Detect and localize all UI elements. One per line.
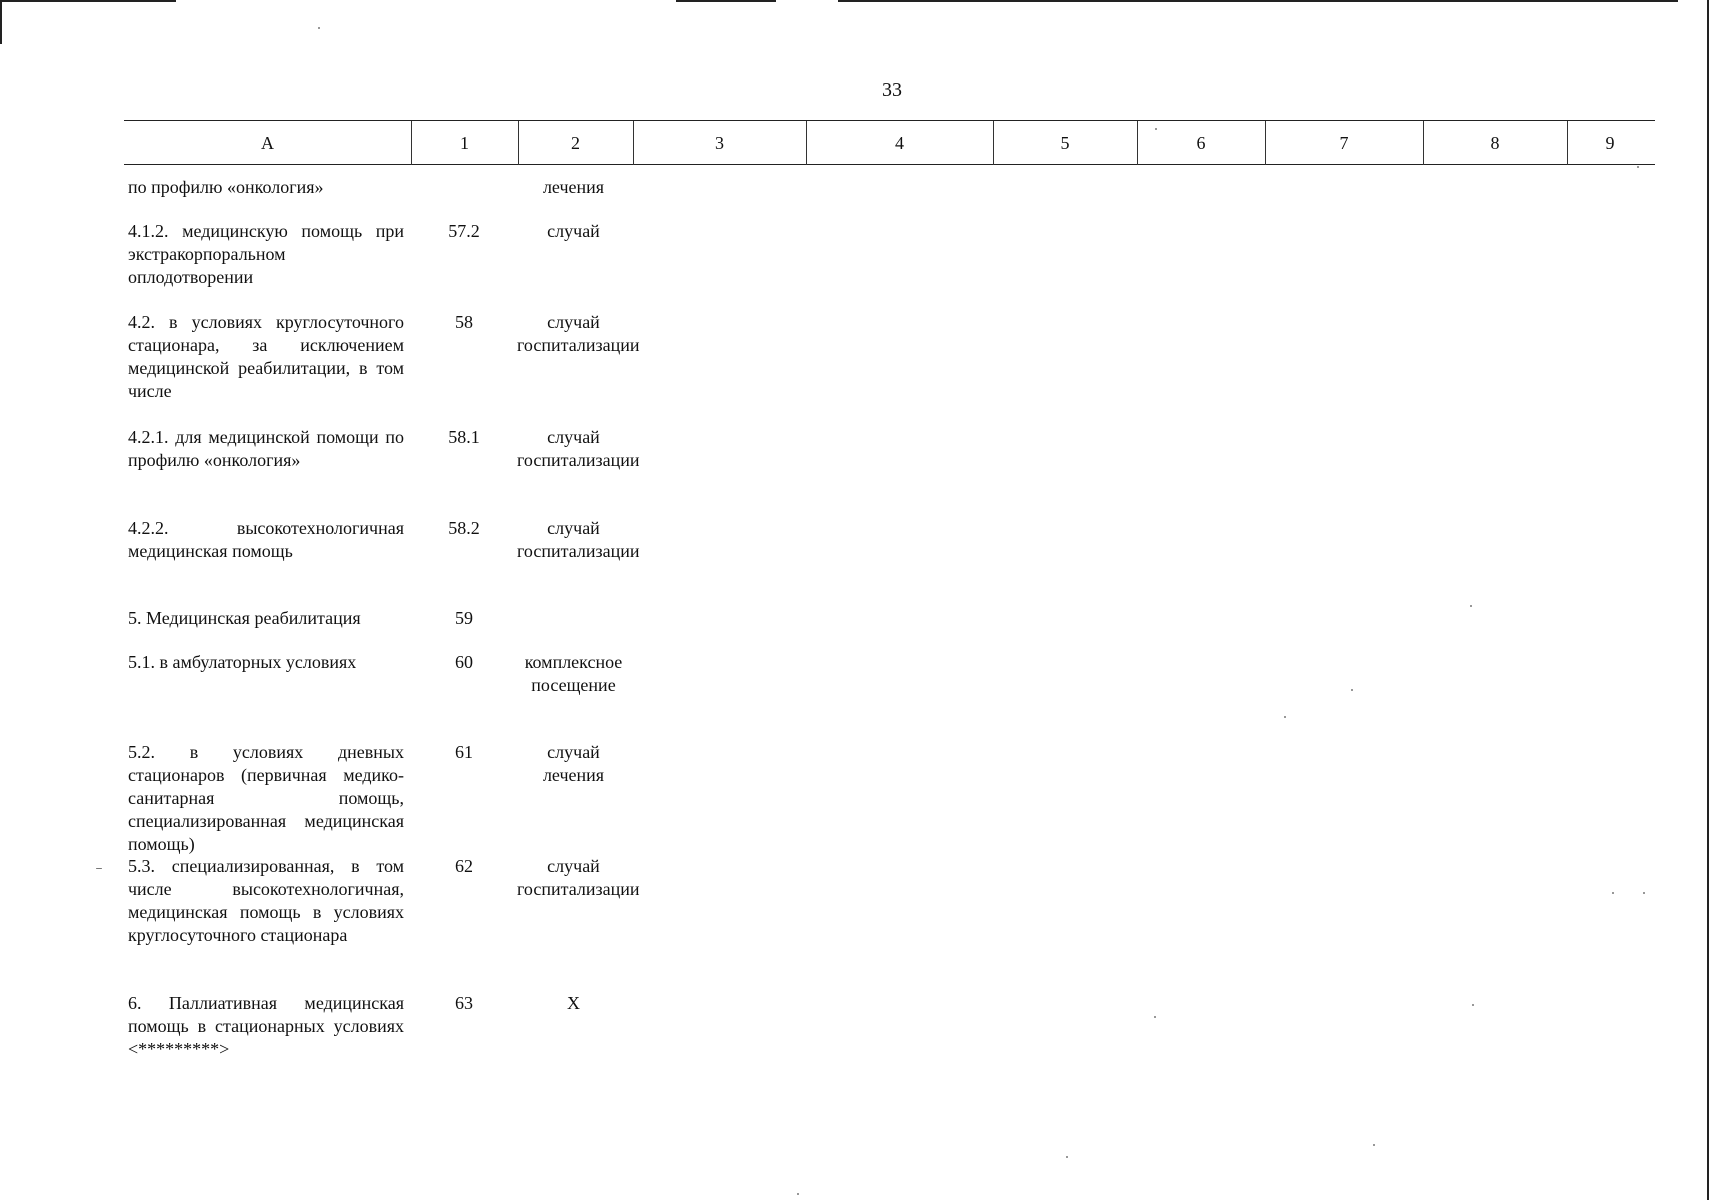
scan-speck (96, 868, 102, 869)
row-unit: случай госпитализации (517, 856, 640, 899)
row-label: 4.2.1. для медицинской помощи по профилю «онкология» (128, 427, 404, 470)
column-header: A (261, 133, 274, 153)
scan-speck (318, 27, 320, 29)
scan-speck (1643, 892, 1645, 894)
row-label: 4.2.2. высокотехнологичная медицинская помощь (128, 518, 404, 561)
column-header: 4 (895, 133, 904, 153)
row-label: 5.2. в условиях дневных стационаров (первичная медико-санитарная помощь, специализированная медицинская помощь) (128, 742, 404, 854)
scan-border-right (1707, 0, 1709, 1200)
row-number: 57.2 (448, 221, 480, 241)
row-unit: случай госпитализации (517, 518, 640, 561)
column-header: 6 (1196, 133, 1206, 153)
row-number: 63 (455, 993, 473, 1013)
row-label: по профилю «онкология» (128, 177, 324, 197)
row-number: 62 (455, 856, 473, 876)
row-label: 5.3. специализированная, в том числе высокотехнологичная, медицинская помощь в условиях круглосуточного стационара (128, 856, 404, 945)
column-header: 3 (715, 133, 724, 153)
scan-border-left (0, 0, 2, 44)
row-number: 58.2 (448, 518, 480, 538)
scan-speck (1155, 128, 1157, 130)
row-unit: случай госпитализации (517, 427, 640, 470)
column-header: 5 (1060, 133, 1070, 153)
row-unit: лечения (542, 177, 605, 197)
column-header: 1 (460, 133, 469, 153)
row-label: 4.1.2. медицинскую помощь при экстракорпоральном оплодотворении (128, 221, 404, 287)
column-header: 7 (1339, 133, 1349, 153)
row-number: 58 (455, 312, 473, 332)
row-number: 58.1 (448, 427, 480, 447)
column-header: 2 (571, 133, 580, 153)
column-header: 9 (1605, 133, 1615, 153)
row-label: 5. Медицинская реабилитация (128, 608, 361, 628)
row-unit: случай лечения (542, 742, 605, 785)
row-unit: Х (567, 993, 580, 1013)
scan-speck (1066, 1156, 1068, 1158)
scan-border-top (676, 0, 776, 2)
row-unit: случай (547, 221, 600, 241)
scan-speck (1612, 892, 1614, 894)
row-unit: случай госпитализации (517, 312, 640, 355)
scan-speck (1154, 1016, 1156, 1018)
row-number: 61 (455, 742, 473, 762)
row-label: 4.2. в условиях круглосуточного стационара, за исключением медицинской реабилитации, в том числе (128, 312, 404, 401)
scan-speck (1637, 166, 1639, 168)
scan-speck (1351, 689, 1353, 691)
scan-border-top (0, 0, 176, 2)
scan-speck (797, 1193, 799, 1195)
row-label: 6. Паллиативная медицинская помощь в стационарных условиях <*********> (128, 993, 404, 1059)
column-header: 8 (1490, 133, 1500, 153)
row-number: 59 (455, 608, 473, 628)
scan-border-top (838, 0, 1678, 2)
scan-speck (1472, 1004, 1474, 1006)
scan-speck (1470, 605, 1472, 607)
page-number: 33 (882, 79, 902, 101)
row-unit: комплексное посещение (524, 652, 623, 695)
row-label: 5.1. в амбулаторных условиях (128, 652, 357, 672)
scan-speck (1373, 1144, 1375, 1146)
scan-speck (1284, 716, 1286, 718)
row-number: 60 (455, 652, 473, 672)
